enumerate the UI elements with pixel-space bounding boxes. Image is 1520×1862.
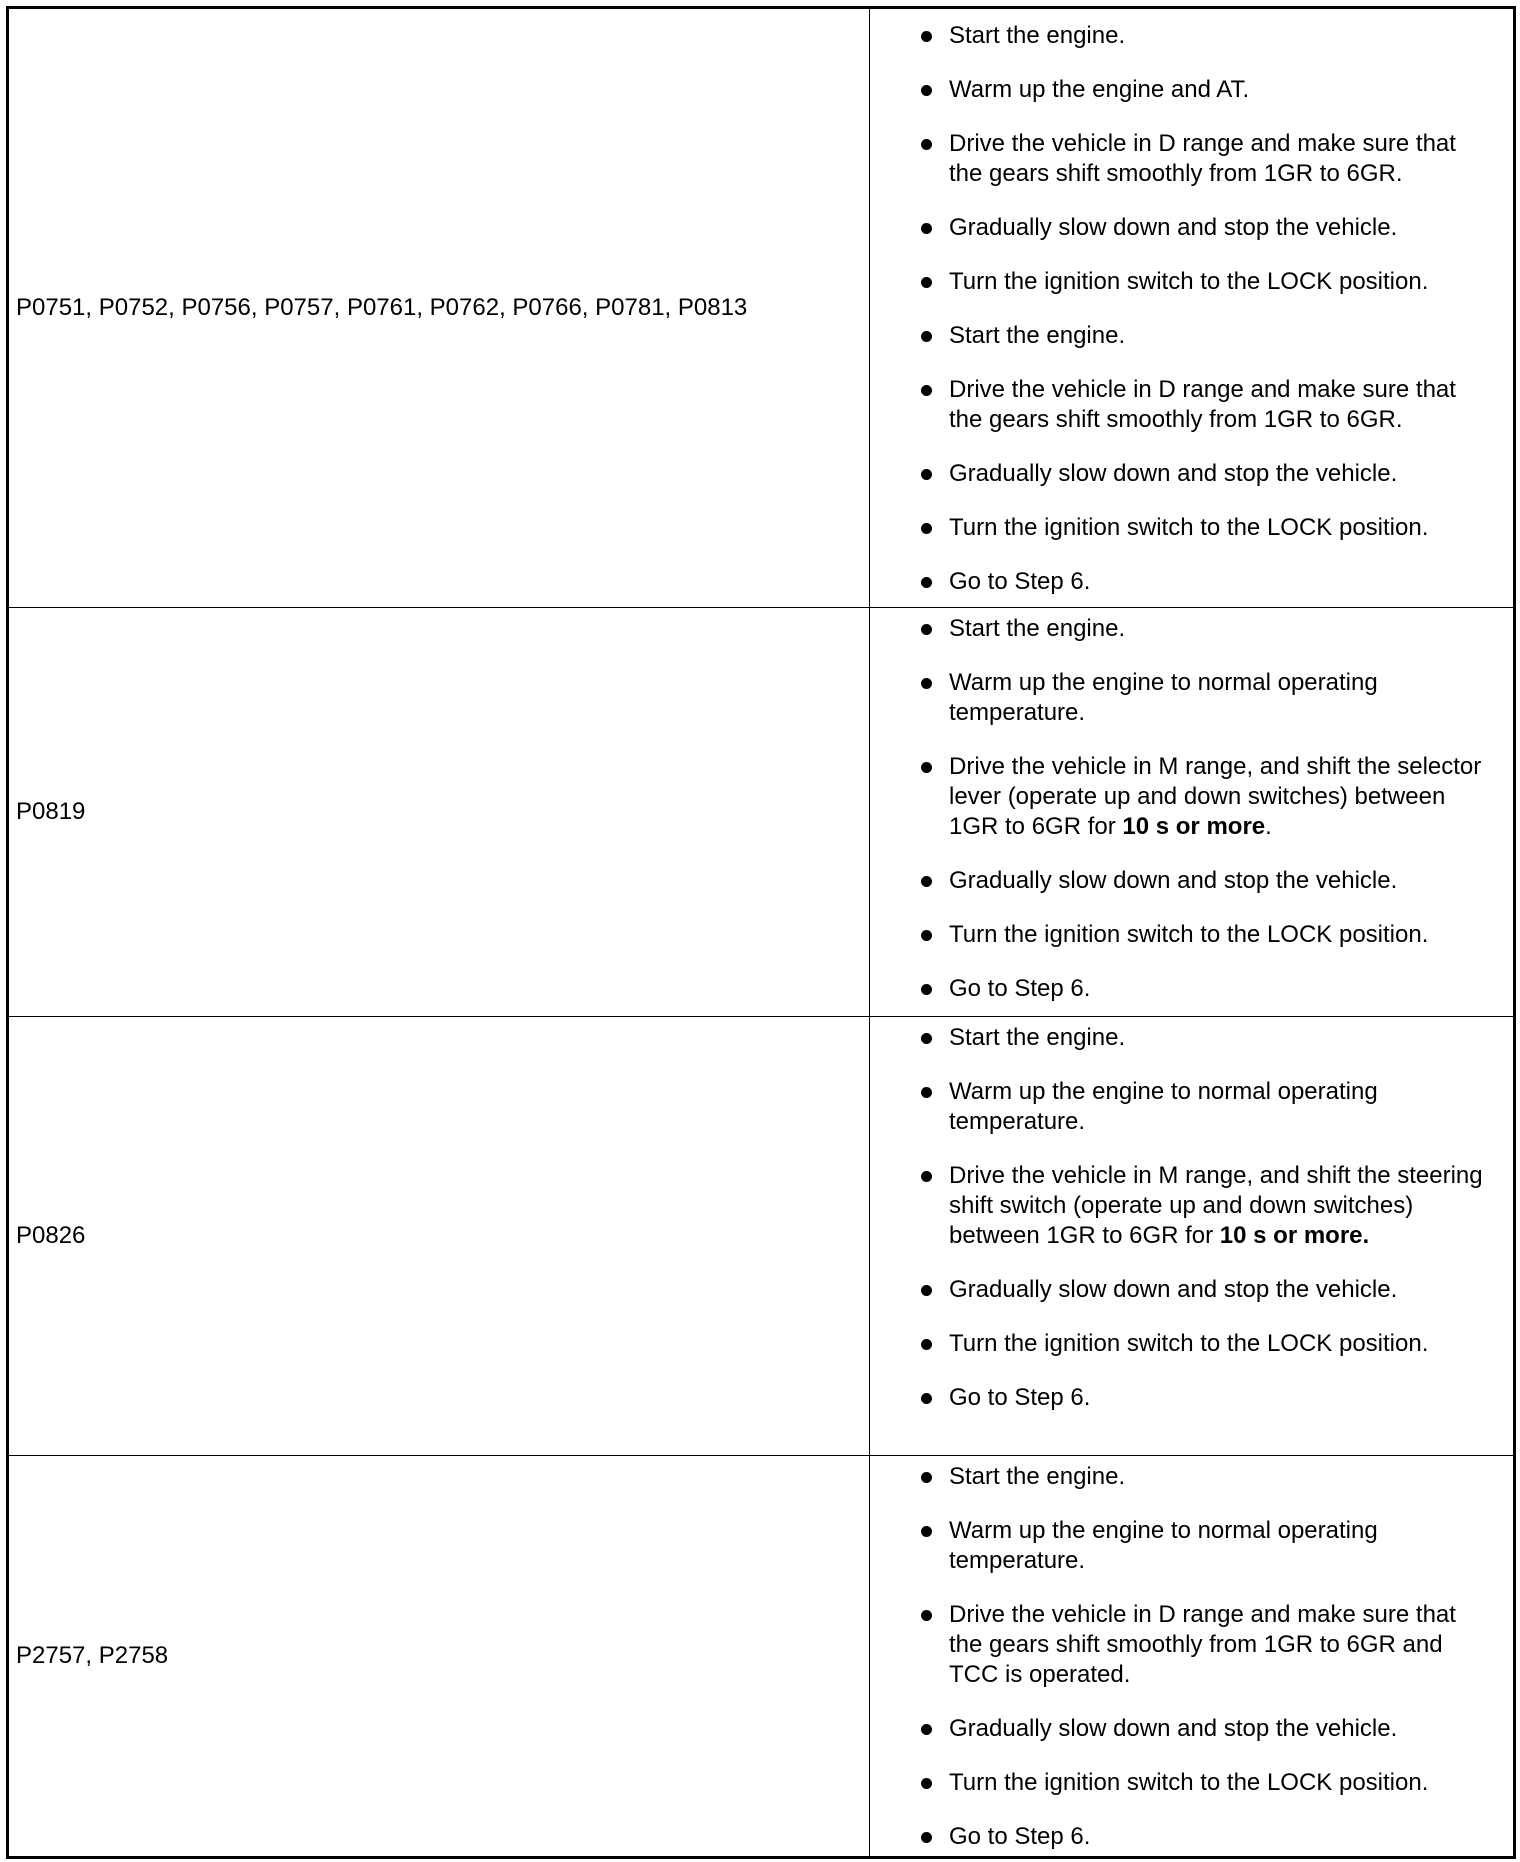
- step-text: Turn the ignition switch to the LOCK position.: [949, 1330, 1429, 1357]
- step-item: [870, 129, 1513, 189]
- dtc-code-cell: [8, 1017, 870, 1456]
- bullet-icon: [921, 223, 932, 234]
- step-text: Start the engine.: [949, 322, 1126, 349]
- step-item: [870, 321, 1513, 351]
- step-item: [870, 1768, 1513, 1798]
- step-list: [870, 1456, 1513, 1852]
- step-text: Go to Step 6.: [949, 1823, 1091, 1850]
- bullet-icon: [921, 385, 932, 396]
- bullet-icon: [921, 1171, 932, 1182]
- step-text: Warm up the engine to normal operating temperature.: [949, 669, 1378, 726]
- bullet-icon: [921, 1472, 932, 1483]
- step-text: Gradually slow down and stop the vehicle.: [949, 867, 1398, 894]
- bullet-icon: [921, 984, 932, 995]
- step-text: Gradually slow down and stop the vehicle.: [949, 460, 1398, 487]
- step-list: [870, 9, 1513, 597]
- step-text: Start the engine.: [949, 22, 1126, 49]
- step-emphasis: 10 s or more.: [1219, 1222, 1370, 1249]
- step-item: [870, 459, 1513, 489]
- bullet-icon: [921, 85, 932, 96]
- step-text: Turn the ignition switch to the LOCK position.: [949, 921, 1429, 948]
- step-item: [870, 974, 1513, 1004]
- step-item: [870, 1516, 1513, 1576]
- dtc-procedure-table: [6, 6, 1516, 1859]
- table-body: [8, 8, 1515, 1858]
- procedure-steps-cell: [870, 8, 1515, 608]
- step-item: [870, 21, 1513, 51]
- step-list: [870, 608, 1513, 1004]
- bullet-icon: [921, 678, 932, 689]
- step-item: [870, 1023, 1513, 1053]
- bullet-icon: [921, 624, 932, 635]
- bullet-icon: [921, 139, 932, 150]
- step-item: [870, 920, 1513, 950]
- dtc-code-cell: [8, 1456, 870, 1858]
- step-item: [870, 866, 1513, 896]
- step-text: Drive the vehicle in D range and make sure that the gears shift smoothly from 1GR to 6GR.: [949, 130, 1456, 187]
- step-text: Turn the ignition switch to the LOCK position.: [949, 1769, 1429, 1796]
- step-item: [870, 614, 1513, 644]
- bullet-icon: [921, 1832, 932, 1843]
- step-text: Drive the vehicle in D range and make sure that the gears shift smoothly from 1GR to 6GR and TCC is operated.: [949, 1601, 1456, 1688]
- dtc-code-text: P0826: [16, 1222, 86, 1249]
- step-text: Gradually slow down and stop the vehicle.: [949, 1715, 1398, 1742]
- bullet-icon: [921, 1339, 932, 1350]
- step-item: [870, 267, 1513, 297]
- step-text: Warm up the engine to normal operating temperature.: [949, 1078, 1378, 1135]
- step-item: [870, 1275, 1513, 1305]
- dtc-code-cell: [8, 8, 870, 608]
- step-item: [870, 1329, 1513, 1359]
- step-text: Gradually slow down and stop the vehicle.: [949, 1276, 1398, 1303]
- step-item: [870, 752, 1513, 842]
- step-item: [870, 1600, 1513, 1690]
- step-item: [870, 513, 1513, 543]
- step-text: Drive the vehicle in D range and make sure that the gears shift smoothly from 1GR to 6GR.: [949, 376, 1456, 433]
- bullet-icon: [921, 930, 932, 941]
- step-item: [870, 375, 1513, 435]
- bullet-icon: [921, 523, 932, 534]
- table-row: [8, 1017, 1515, 1456]
- bullet-icon: [921, 1393, 932, 1404]
- step-text: Gradually slow down and stop the vehicle.: [949, 214, 1398, 241]
- step-item: [870, 1462, 1513, 1492]
- bullet-icon: [921, 469, 932, 480]
- step-text: Start the engine.: [949, 615, 1126, 642]
- table-row: [8, 608, 1515, 1017]
- bullet-icon: [921, 277, 932, 288]
- step-text: Warm up the engine and AT.: [949, 76, 1250, 103]
- step-text: Start the engine.: [949, 1024, 1126, 1051]
- step-text: Warm up the engine to normal operating temperature.: [949, 1517, 1378, 1574]
- step-list: [870, 1017, 1513, 1413]
- bullet-icon: [921, 1778, 932, 1789]
- step-text: Drive the vehicle in M range, and shift the selector lever (operate up and down switches) between 1GR to 6GR for: [949, 753, 1482, 840]
- bullet-icon: [921, 1087, 932, 1098]
- bullet-icon: [921, 577, 932, 588]
- step-text-after: .: [1265, 813, 1272, 840]
- dtc-code-cell: [8, 608, 870, 1017]
- step-item: [870, 668, 1513, 728]
- step-emphasis: 10 s or more: [1122, 813, 1266, 840]
- bullet-icon: [921, 876, 932, 887]
- step-item: [870, 75, 1513, 105]
- step-text: Turn the ignition switch to the LOCK position.: [949, 268, 1429, 295]
- step-item: [870, 1383, 1513, 1413]
- table-row: [8, 8, 1515, 608]
- bullet-icon: [921, 762, 932, 773]
- bullet-icon: [921, 1724, 932, 1735]
- step-text: Start the engine.: [949, 1463, 1126, 1490]
- table-row: [8, 1456, 1515, 1858]
- bullet-icon: [921, 1610, 932, 1621]
- bullet-icon: [921, 1526, 932, 1537]
- step-text: Go to Step 6.: [949, 975, 1091, 1002]
- bullet-icon: [921, 31, 932, 42]
- step-text: Go to Step 6.: [949, 568, 1091, 595]
- dtc-code-text: P2757, P2758: [16, 1642, 169, 1669]
- bullet-icon: [921, 1033, 932, 1044]
- step-item: [870, 1161, 1513, 1251]
- step-item: [870, 213, 1513, 243]
- procedure-steps-cell: [870, 1456, 1515, 1858]
- step-item: [870, 1714, 1513, 1744]
- step-item: [870, 567, 1513, 597]
- bullet-icon: [921, 331, 932, 342]
- step-item: [870, 1822, 1513, 1852]
- procedure-steps-cell: [870, 1017, 1515, 1456]
- bullet-icon: [921, 1285, 932, 1296]
- dtc-code-text: P0819: [16, 798, 86, 825]
- dtc-code-text: P0751, P0752, P0756, P0757, P0761, P0762, P0766, P0781, P0813: [16, 294, 748, 321]
- step-text: Turn the ignition switch to the LOCK position.: [949, 514, 1429, 541]
- step-text: Drive the vehicle in M range, and shift the steering shift switch (operate up and down switches) between 1GR to 6GR for: [949, 1162, 1483, 1249]
- procedure-steps-cell: [870, 608, 1515, 1017]
- step-item: [870, 1077, 1513, 1137]
- step-text: Go to Step 6.: [949, 1384, 1091, 1411]
